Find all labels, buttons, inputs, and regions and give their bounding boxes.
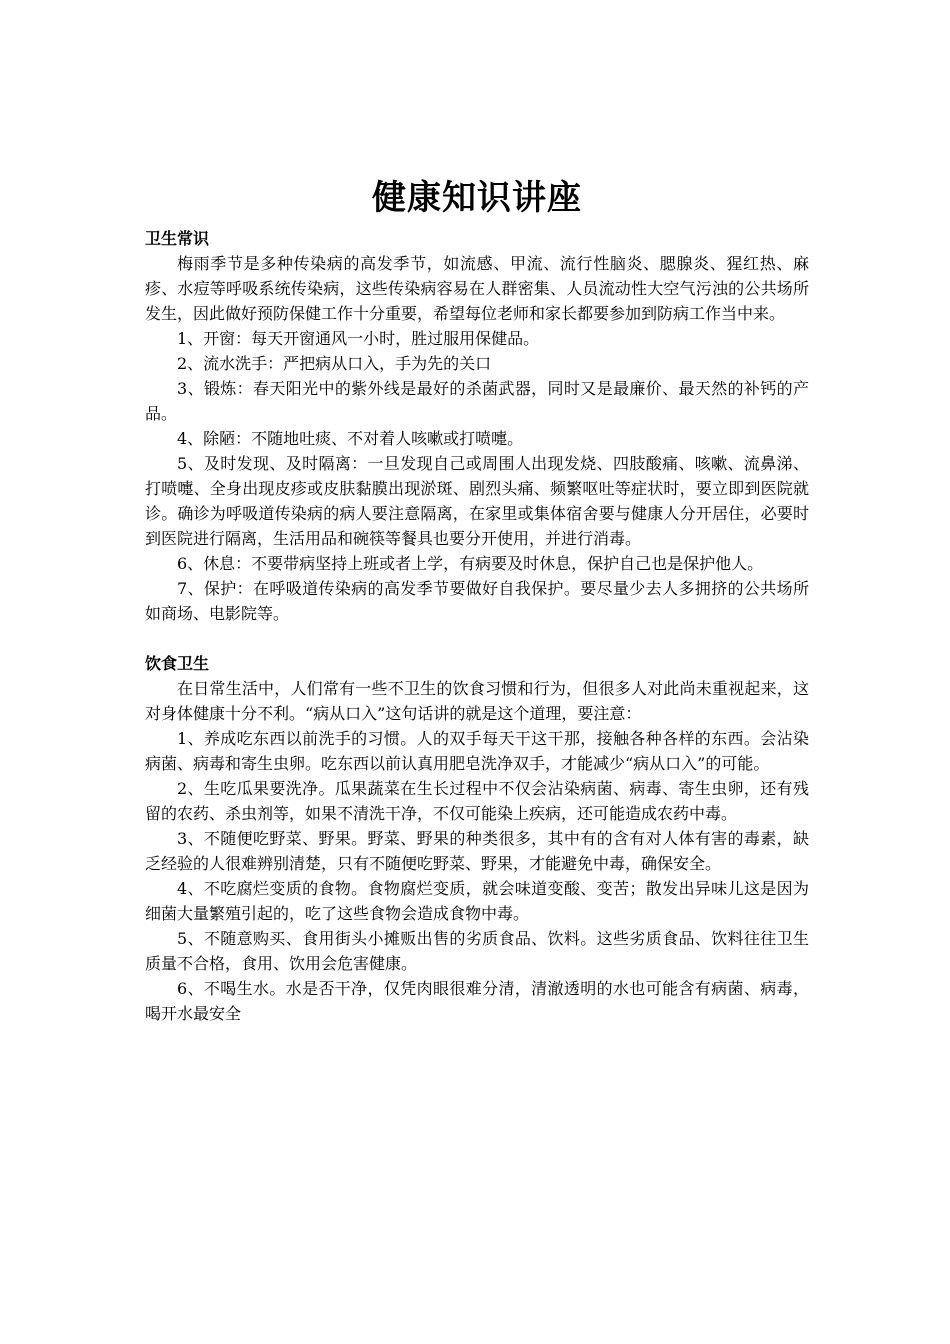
list-item: 6、休息：不要带病坚持上班或者上学，有病要及时休息，保护自己也是保护他人。 (177, 554, 764, 573)
list-item: 1、养成吃东西以前洗手的习惯。人的双手每天干这干那，接触各种各样的东西。会沾染病菌、病毒和寄生虫卵。吃东西以前认真用肥皂洗净双手，才能减少“病从口入”的可能。 (145, 729, 809, 773)
list-item: 1、开窗：每天开窗通风一小时，胜过服用保健品。 (177, 329, 540, 348)
list-item: 5、不随意购买、食用街头小摊贩出售的劣质食品、饮料。这些劣质食品、饮料往往卫生质量不合格，食用、饮用会危害健康。 (145, 929, 809, 973)
document-title: 健康知识讲座 (372, 178, 582, 218)
list-item: 7、保护：在呼吸道传染病的高发季节要做好自我保护。要尽量少去人多拥挤的公共场所如商场、电影院等。 (145, 579, 809, 623)
section-heading: 饮食卫生 (145, 654, 210, 673)
section-heading: 卫生常识 (145, 229, 210, 248)
list-item: 6、不喝生水。水是否干净，仅凭肉眼很难分清，清澈透明的水也可能含有病菌、病毒，喝开水最安全 (145, 979, 809, 1023)
list-item: 4、除陋：不随地吐痰、不对着人咳嗽或打喷嚏。 (177, 429, 524, 448)
list-item: 2、生吃瓜果要洗净。瓜果蔬菜在生长过程中不仅会沾染病菌、病毒、寄生虫卵，还有残留的农药、杀虫剂等，如果不清洗干净，不仅可能染上疾病，还可能造成农药中毒。 (145, 779, 809, 823)
section-hygiene (145, 226, 809, 626)
document-page (145, 172, 809, 1026)
list-item: 3、锻炼：春天阳光中的紫外线是最好的杀菌武器，同时又是最廉价、最天然的补钙的产品。 (145, 379, 809, 423)
intro-paragraph: 梅雨季节是多种传染病的高发季节，如流感、甲流、流行性脑炎、腮腺炎、猩红热、麻疹、水痘等呼吸系统传染病，这些传染病容易在人群密集、人员流动性大空气污浊的公共场所发生，因此做好预防保健工作十分重要，希望每位老师和家长都要参加到防病工作当中来。 (145, 254, 809, 323)
section-food-hygiene (145, 651, 809, 1026)
list-item: 4、不吃腐烂变质的食物。食物腐烂变质，就会味道变酸、变苦；散发出异味儿这是因为细菌大量繁殖引起的，吃了这些食物会造成食物中毒。 (145, 879, 809, 923)
list-item: 2、流水洗手：严把病从口入，手为先的关口 (177, 354, 492, 373)
list-item: 5、及时发现、及时隔离：一旦发现自己或周围人出现发烧、四肢酸痛、咳嗽、流鼻涕、打喷嚏、全身出现皮疹或皮肤黏膜出现淤斑、剧烈头痛、频繁呕吐等症状时，要立即到医院就诊。确诊为呼吸道传染病的病人要注意隔离，在家里或集体宿舍要与健康人分开居住，必要时到医院进行隔离，生活用品和碗筷等餐具也要分开使用，并进行消毒。 (145, 454, 809, 548)
intro-paragraph: 在日常生活中，人们常有一些不卫生的饮食习惯和行为，但很多人对此尚未重视起来，这对身体健康十分不利。“病从口入”这句话讲的就是这个道理，要注意： (145, 679, 809, 723)
list-item: 3、不随便吃野菜、野果。野菜、野果的种类很多，其中有的含有对人体有害的毒素，缺乏经验的人很难辨别清楚，只有不随便吃野菜、野果，才能避免中毒，确保安全。 (145, 829, 809, 873)
section-spacer (145, 626, 809, 651)
